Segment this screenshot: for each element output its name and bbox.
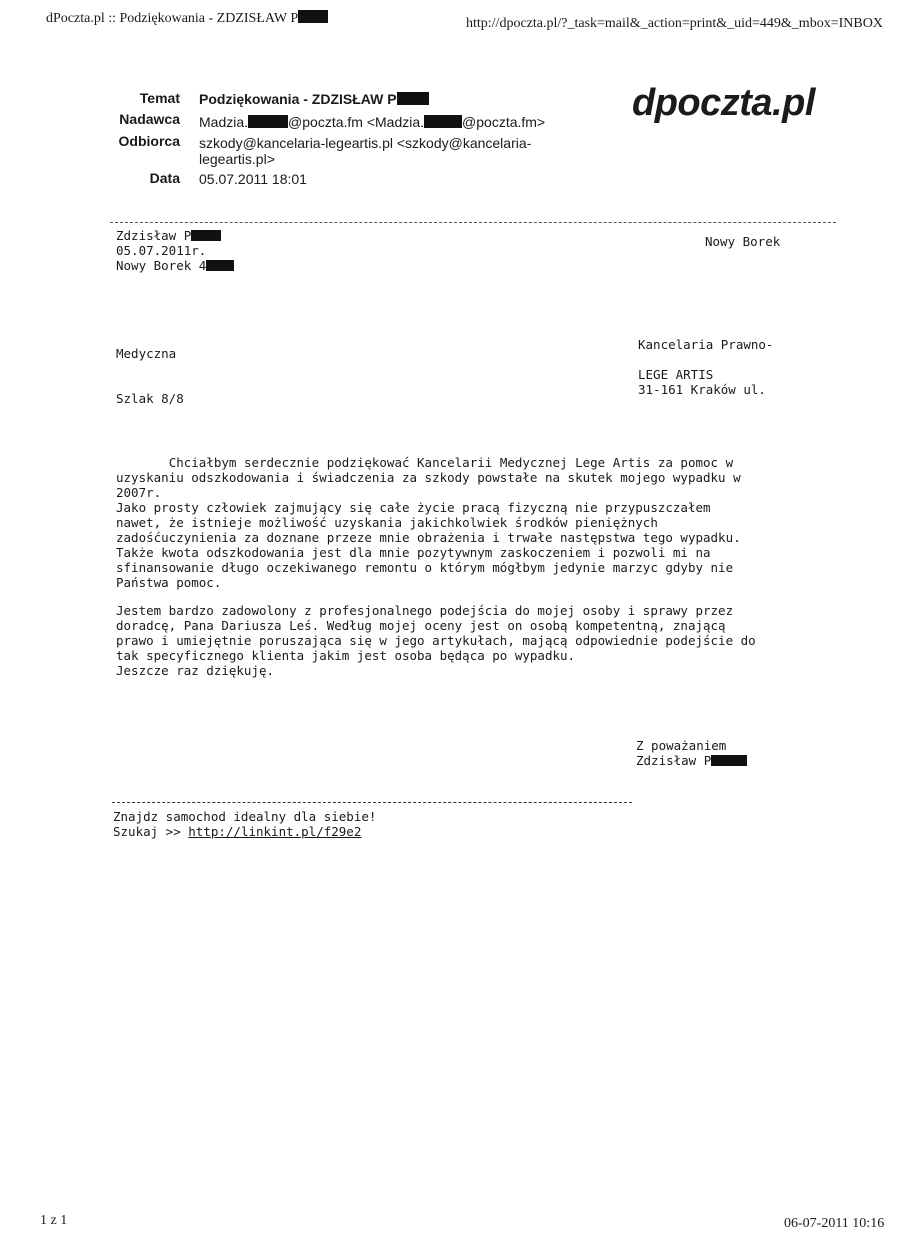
print-header-title	[46, 10, 328, 27]
print-footer-page: 1 z 1	[40, 1213, 68, 1228]
print-title-text: dPoczta.pl :: Podziękowania - ZDZISŁAW P	[46, 11, 299, 26]
print-footer-timestamp: 06-07-2011 10:16	[784, 1216, 885, 1231]
header-divider	[110, 222, 836, 223]
letter-place: Nowy Borek	[705, 234, 781, 249]
letter-signature	[636, 753, 747, 768]
letter-date: 05.07.2011r.	[116, 243, 207, 258]
letter-sender-name	[116, 228, 221, 243]
dpoczta-logo: dpoczta.pl	[632, 82, 815, 124]
ad-line-1: Znajdz samochod idealny dla siebie!	[113, 809, 377, 824]
redaction-block	[191, 230, 221, 241]
recipient-value-line2: legeartis.pl>	[199, 151, 275, 167]
signature-text: Zdzisław P	[636, 753, 712, 768]
letter-recipient-line1: Kancelaria Prawno-	[638, 337, 774, 352]
letter-closing: Z poważaniem	[636, 738, 727, 753]
letter-sender-address	[116, 258, 234, 273]
recipient-value-line1: szkody@kancelaria-legeartis.pl <szkody@kancelaria-	[199, 135, 532, 151]
letter-recipient-line3: LEGE ARTIS	[638, 367, 714, 382]
sender-text-2: @poczta.fm <Madzia.	[288, 114, 425, 130]
date-value: 05.07.2011 18:01	[199, 171, 307, 187]
redaction-block	[397, 92, 429, 105]
redaction-block	[248, 115, 288, 128]
sender-value	[199, 114, 545, 130]
recipient-label: Odbiorca	[118, 133, 180, 149]
ad-link[interactable]: http://linkint.pl/f29e2	[188, 824, 362, 839]
letter-paragraph-1: Chciałbym serdecznie podziękować Kancelarii Medycznej Lege Artis za pomoc w uzyskaniu odszkodowania i świadczenia za szkody powstałe na skutek mojego wypadku w 2007r. Jako prosty człowiek zajmujący się całe życie pracą fizyczną nie przypuszczałem nawet, że istnieje możliwość uzyskania jakichkolwiek środków pieniężnych zadośćuczynienia za doznane przeze mnie obrażenia i trwałe następstwa tego wypadku. Także kwota odszkodowania jest dla mnie pozytywnym zaskoczeniem i pozwoli mi na sfinansowanie długo oczekiwanego remontu o którym mógłbym jedynie marzyc gdyby nie Państwa pomoc.	[116, 455, 741, 590]
ad-prefix: Szukaj >>	[113, 824, 189, 839]
letter-recipient-line4: 31-161 Kraków ul.	[638, 382, 766, 397]
sender-address-text: Nowy Borek 4	[116, 258, 207, 273]
subject-value	[199, 91, 429, 107]
redaction-block	[298, 10, 328, 23]
letter-recipient-line2: Medyczna	[116, 346, 177, 361]
ad-divider	[112, 802, 632, 803]
sender-text-3: @poczta.fm>	[462, 114, 546, 130]
sender-name-text: Zdzisław P	[116, 228, 192, 243]
ad-line-2	[113, 824, 361, 839]
date-label: Data	[149, 170, 180, 186]
print-header-url: http://dpoczta.pl/?_task=mail&_action=print&_uid=449&_mbox=INBOX	[466, 16, 883, 31]
sender-label: Nadawca	[119, 111, 180, 127]
subject-text: Podziękowania - ZDZISŁAW P	[199, 91, 397, 107]
letter-paragraph-2: Jestem bardzo zadowolony z profesjonalnego podejścia do mojej osoby i sprawy przez doradcę, Pana Dariusza Leś. Według mojej oceny jest on osobą kompetentną, znającą prawo i umiejętnie poruszająca się w jego artykułach, mającą odpowiednie podejście do tak specyficznego klienta jakim jest osoba będąca po wypadku. Jeszcze raz dziękuję.	[116, 603, 756, 678]
redaction-block	[424, 115, 462, 128]
redaction-block	[206, 260, 234, 271]
letter-recipient-line5: Szlak 8/8	[116, 391, 184, 406]
sender-text-1: Madzia.	[199, 114, 249, 130]
redaction-block	[711, 755, 747, 766]
subject-label: Temat	[139, 90, 180, 106]
